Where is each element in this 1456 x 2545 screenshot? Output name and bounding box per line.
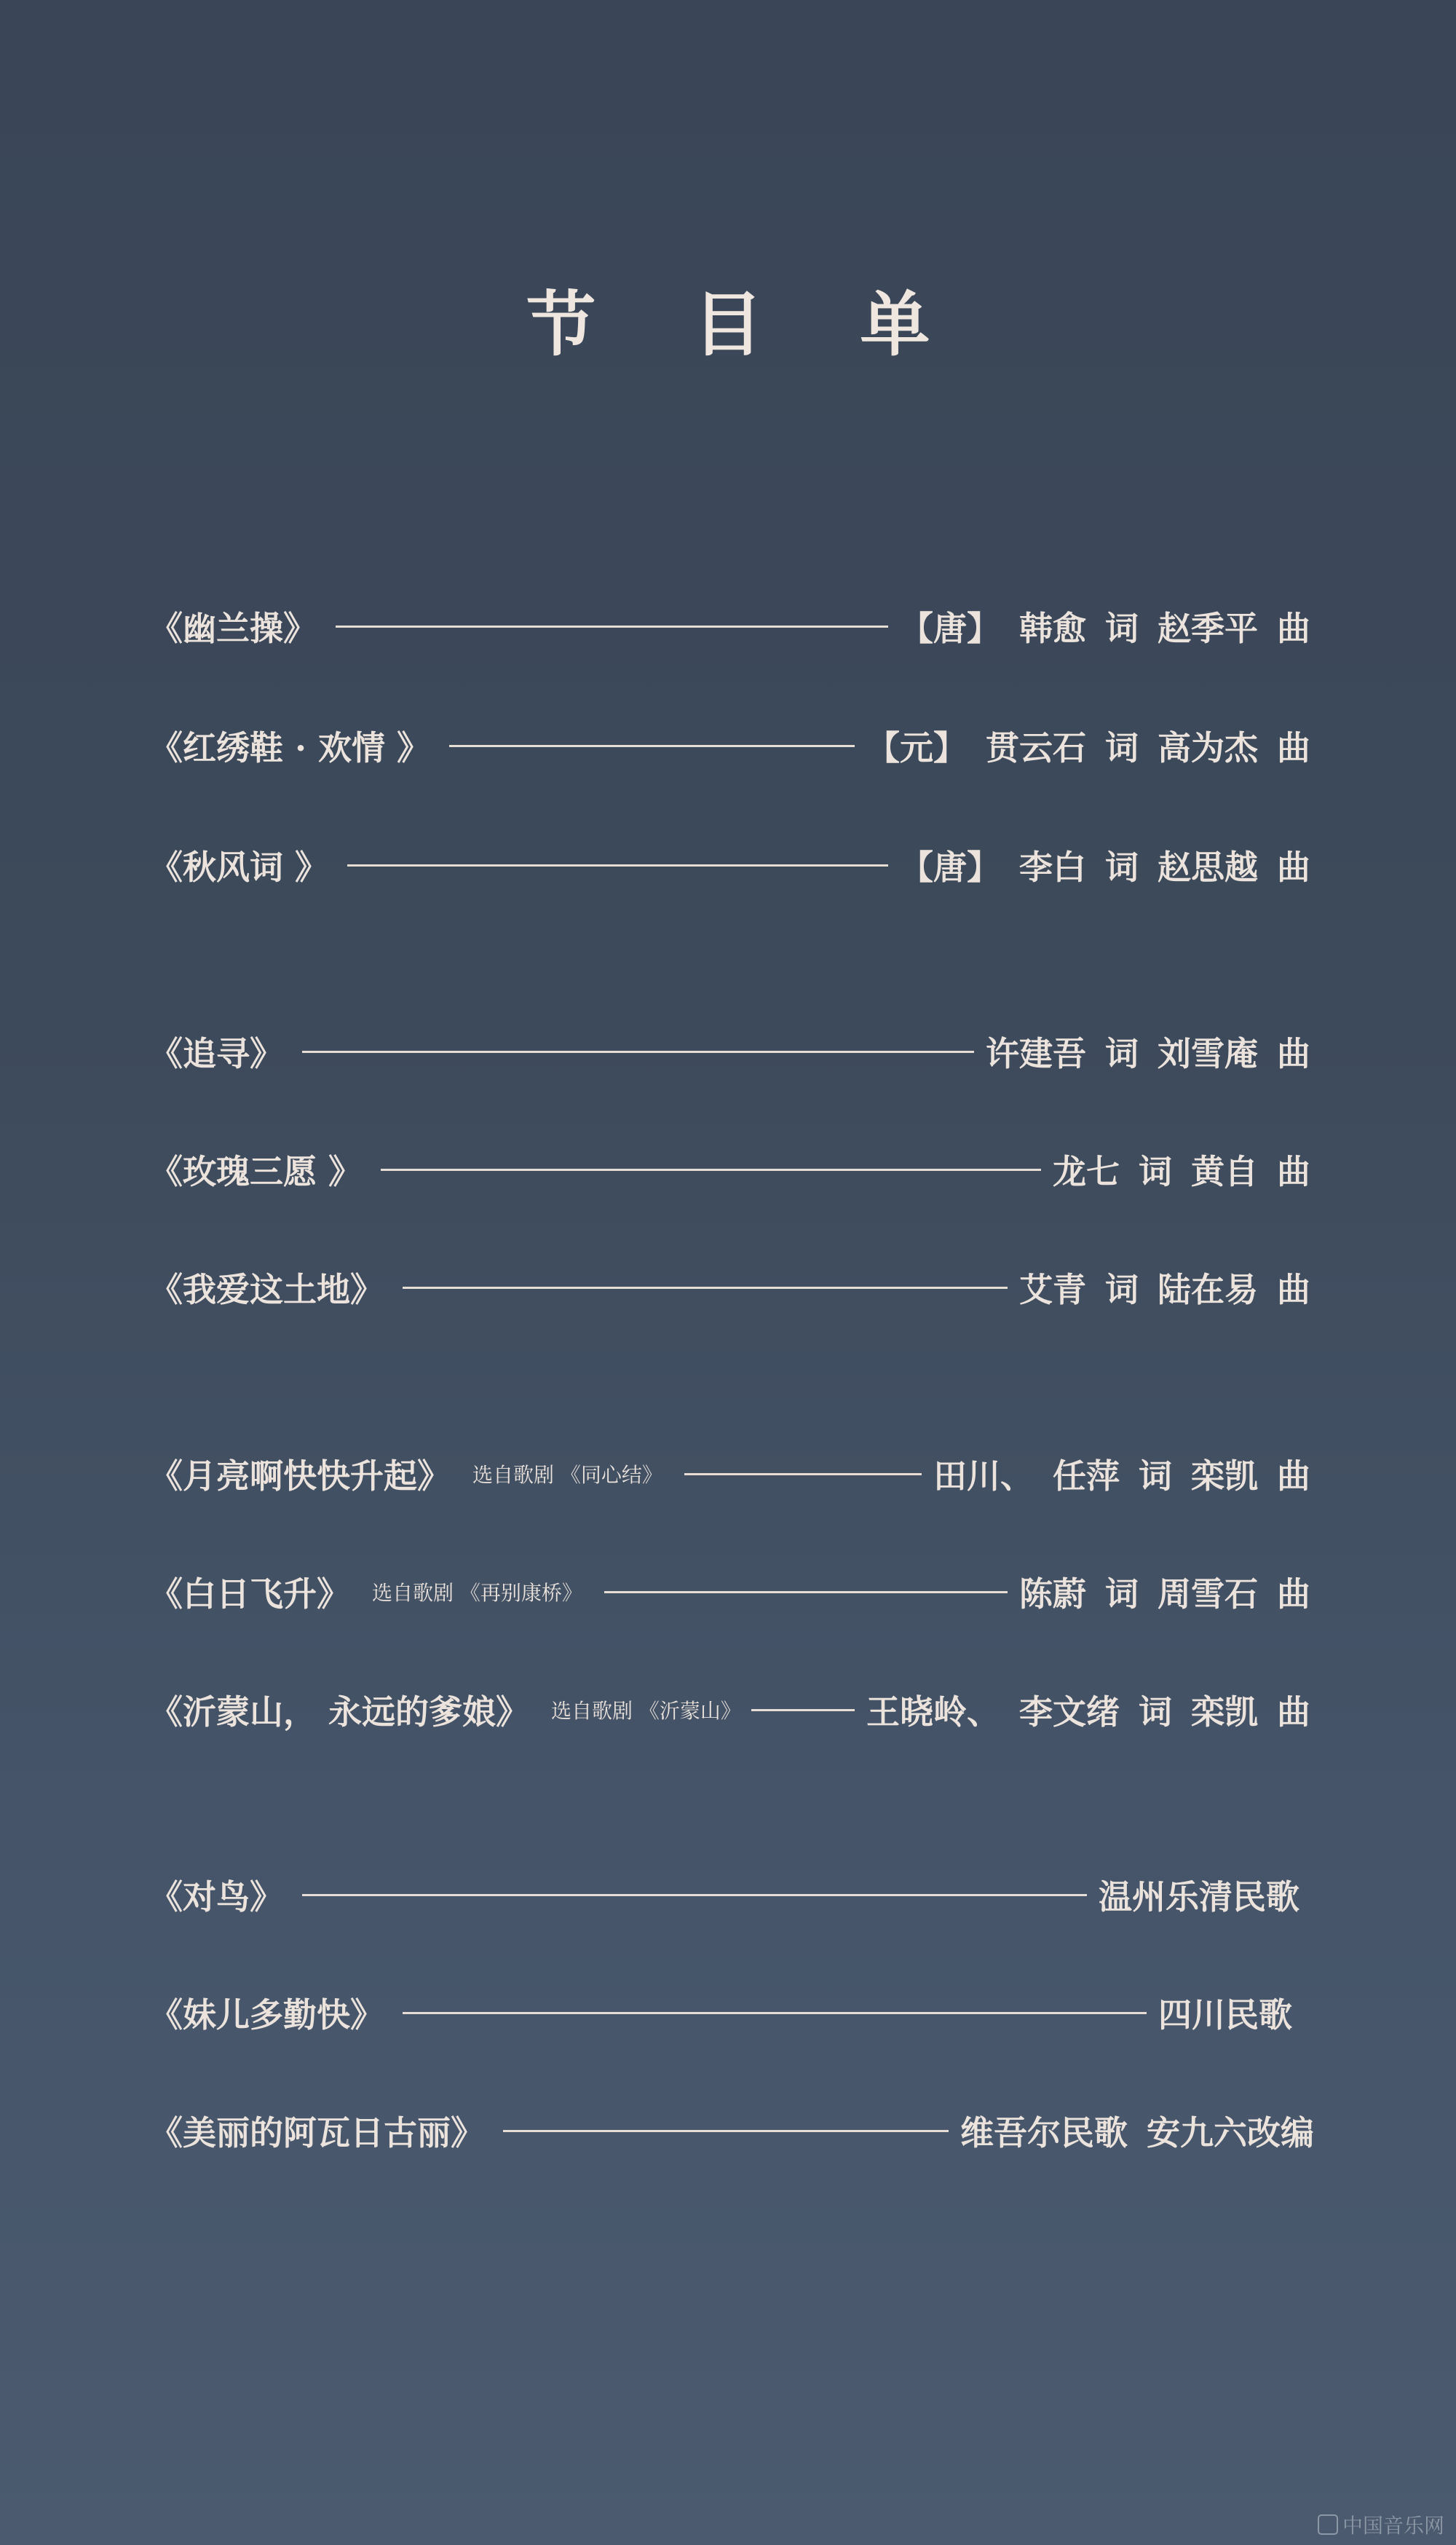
music-logo-icon [1318, 2514, 1338, 2535]
program-item [149, 836, 1310, 894]
leader-line [684, 1473, 922, 1475]
program-item [149, 1866, 1299, 1924]
program-item [149, 597, 1310, 655]
program-item [149, 2102, 1314, 2160]
leader-line [302, 1894, 1087, 1896]
program-item [149, 717, 1310, 775]
work-title: 《我爱这土地》 [149, 1270, 384, 1309]
watermark [1318, 2510, 1444, 2539]
credit: 田川、 任萍 词 栾凯 曲 [933, 1456, 1310, 1496]
credit: 许建吾 词 刘雪庵 曲 [985, 1034, 1310, 1073]
credit: 陈蔚 词 周雪石 曲 [1018, 1574, 1310, 1614]
work-title: 《玫瑰三愿 》 [149, 1152, 363, 1191]
credit: 【唐】 韩愈 词 赵季平 曲 [899, 609, 1310, 648]
opera-note: 选自歌剧 《再别康桥》 [372, 1581, 582, 1605]
opera-note: 选自歌剧 《同心结》 [472, 1463, 662, 1487]
program-item [149, 1563, 1310, 1621]
page-title: 节 目 单 [526, 283, 967, 366]
leader-line [751, 1709, 855, 1711]
program-item [149, 1258, 1310, 1317]
program-item [149, 1984, 1292, 2042]
work-title: 《幽兰操》 [149, 609, 317, 648]
work-title: 《妹儿多勤快》 [149, 1995, 384, 2035]
work-title: 《沂蒙山， 永远的爹娘》 [149, 1692, 530, 1732]
work-title: 《秋风词 》 [149, 848, 329, 887]
leader-line [604, 1591, 1008, 1593]
credit: 四川民歌 [1158, 1995, 1292, 2035]
leader-line [347, 864, 888, 867]
credit: 【唐】 李白 词 赵思越 曲 [899, 848, 1310, 887]
leader-line [302, 1051, 974, 1053]
leader-line [403, 2012, 1147, 2014]
program-item [149, 1681, 1310, 1739]
work-title: 《追寻》 [149, 1034, 283, 1073]
credit: 温州乐清民歌 [1099, 1877, 1299, 1917]
credit: 艾青 词 陆在易 曲 [1018, 1270, 1310, 1309]
watermark-text: 中国音乐网 [1342, 2514, 1444, 2538]
work-title: 《美丽的阿瓦日古丽》 [149, 2113, 484, 2153]
program-item [149, 1022, 1310, 1081]
credit: 龙七 词 黄自 曲 [1052, 1152, 1310, 1191]
leader-line [336, 626, 888, 628]
credit: 【元】 贯云石 词 高为杰 曲 [866, 728, 1310, 768]
leader-line [403, 1287, 1008, 1289]
program-item [149, 1445, 1310, 1503]
opera-note: 选自歌剧 《沂蒙山》 [551, 1699, 741, 1723]
program-item [149, 1140, 1310, 1199]
work-title: 《红绣鞋 · 欢情 》 [149, 728, 431, 768]
work-title: 《白日飞升》 [149, 1574, 350, 1614]
leader-line [449, 745, 855, 747]
work-title: 《对鸟》 [149, 1877, 283, 1917]
leader-line [381, 1169, 1041, 1171]
credit: 王晓岭、 李文绪 词 栾凯 曲 [866, 1692, 1310, 1732]
work-title: 《月亮啊快快升起》 [149, 1456, 451, 1496]
leader-line [503, 2130, 949, 2132]
credit: 维吾尔民歌 安九六改编 [960, 2113, 1314, 2153]
